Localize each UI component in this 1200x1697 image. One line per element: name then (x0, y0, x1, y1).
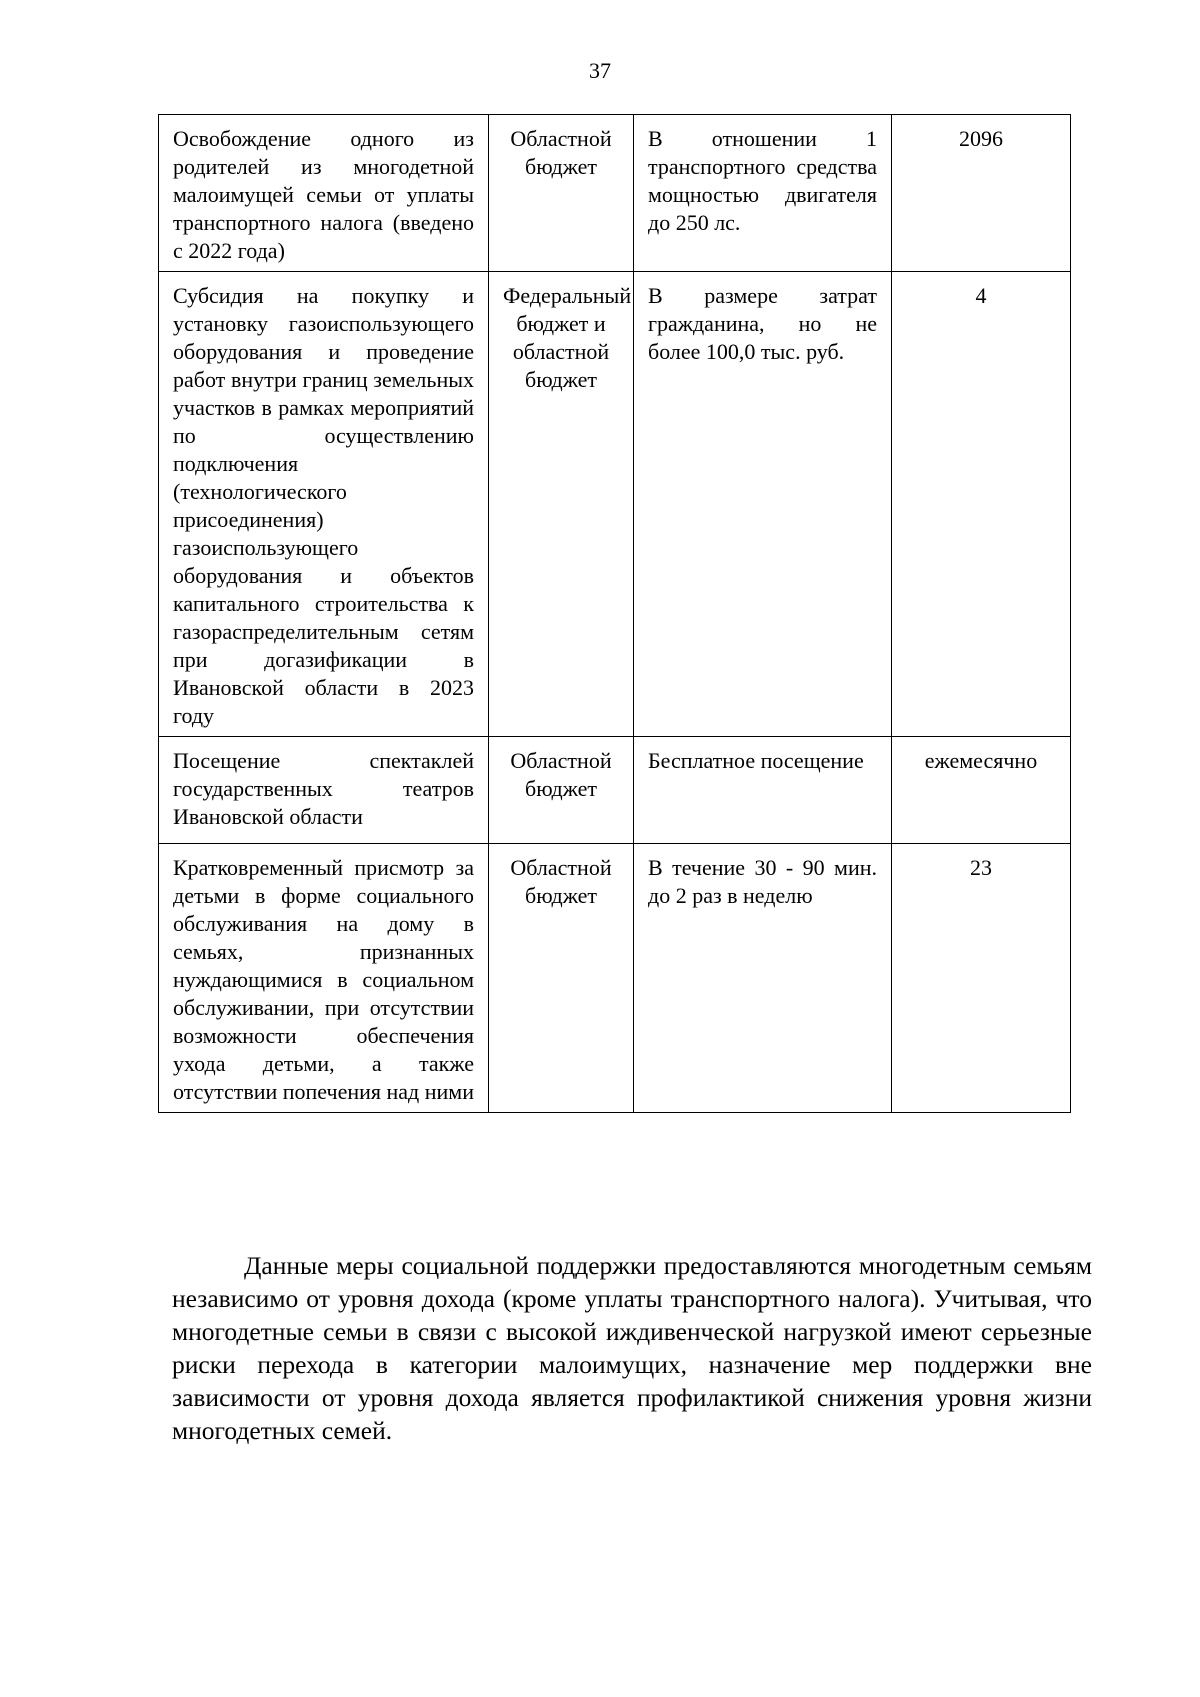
funding-source-cell: Областной бюджет (489, 115, 634, 272)
measure-cell: Субсидия на покупку и установку газоиспользующего оборудования и проведение работ внутри границ земельных участков в рамках мероприятий по осуществлению подключения (технологического присоединения) газоиспользующего оборудования и объектов капитального строительства к газораспределительным сетям при догазификации в Ивановской области в 2023 году (159, 272, 489, 737)
support-measures-table (158, 114, 1071, 1113)
closing-paragraph: Данные меры социальной поддержки предоставляются многодетным семьям независимо от уровня дохода (кроме уплаты транспортного налога). Учитывая, что многодетные семьи в связи с высокой иждивенческой нагрузкой имеют серьезные риски перехода в категории малоимущих, назначение мер поддержки вне зависимости от уровня дохода является профилактикой снижения уровня жизни многодетных семей. (172, 1251, 1092, 1445)
condition-cell: В отношении 1 транспортного средства мощностью двигателя до 250 лс. (634, 115, 892, 272)
count-cell: 2096 (892, 115, 1071, 272)
count-cell: ежемесячно (892, 737, 1071, 844)
measure-cell: Посещение спектаклей государственных театров Ивановской области (159, 737, 489, 844)
measure-cell: Кратковременный присмотр за детьми в форме социального обслуживания на дому в семьях, признанных нуждающимися в социальном обслуживании, при отсутствии возможности обеспечения ухода детьми, а также отсутствии попечения над ними (159, 844, 489, 1113)
page-number: 37 (589, 58, 611, 83)
funding-source-cell: Областной бюджет (489, 844, 634, 1113)
condition-cell: В размере затрат гражданина, но не более 100,0 тыс. руб. (634, 272, 892, 737)
count-cell: 4 (892, 272, 1071, 737)
measure-cell: Освобождение одного из родителей из многодетной малоимущей семьи от уплаты транспортного налога (введено с 2022 года) (159, 115, 489, 272)
table-row (159, 115, 1071, 272)
condition-cell: В течение 30 - 90 мин. до 2 раз в неделю (634, 844, 892, 1113)
table-row (159, 272, 1071, 737)
funding-source-cell: Федеральный бюджет и областной бюджет (489, 272, 634, 737)
count-cell: 23 (892, 844, 1071, 1113)
table-row (159, 844, 1071, 1113)
table-row (159, 737, 1071, 844)
condition-cell: Бесплатное посещение (634, 737, 892, 844)
funding-source-cell: Областной бюджет (489, 737, 634, 844)
